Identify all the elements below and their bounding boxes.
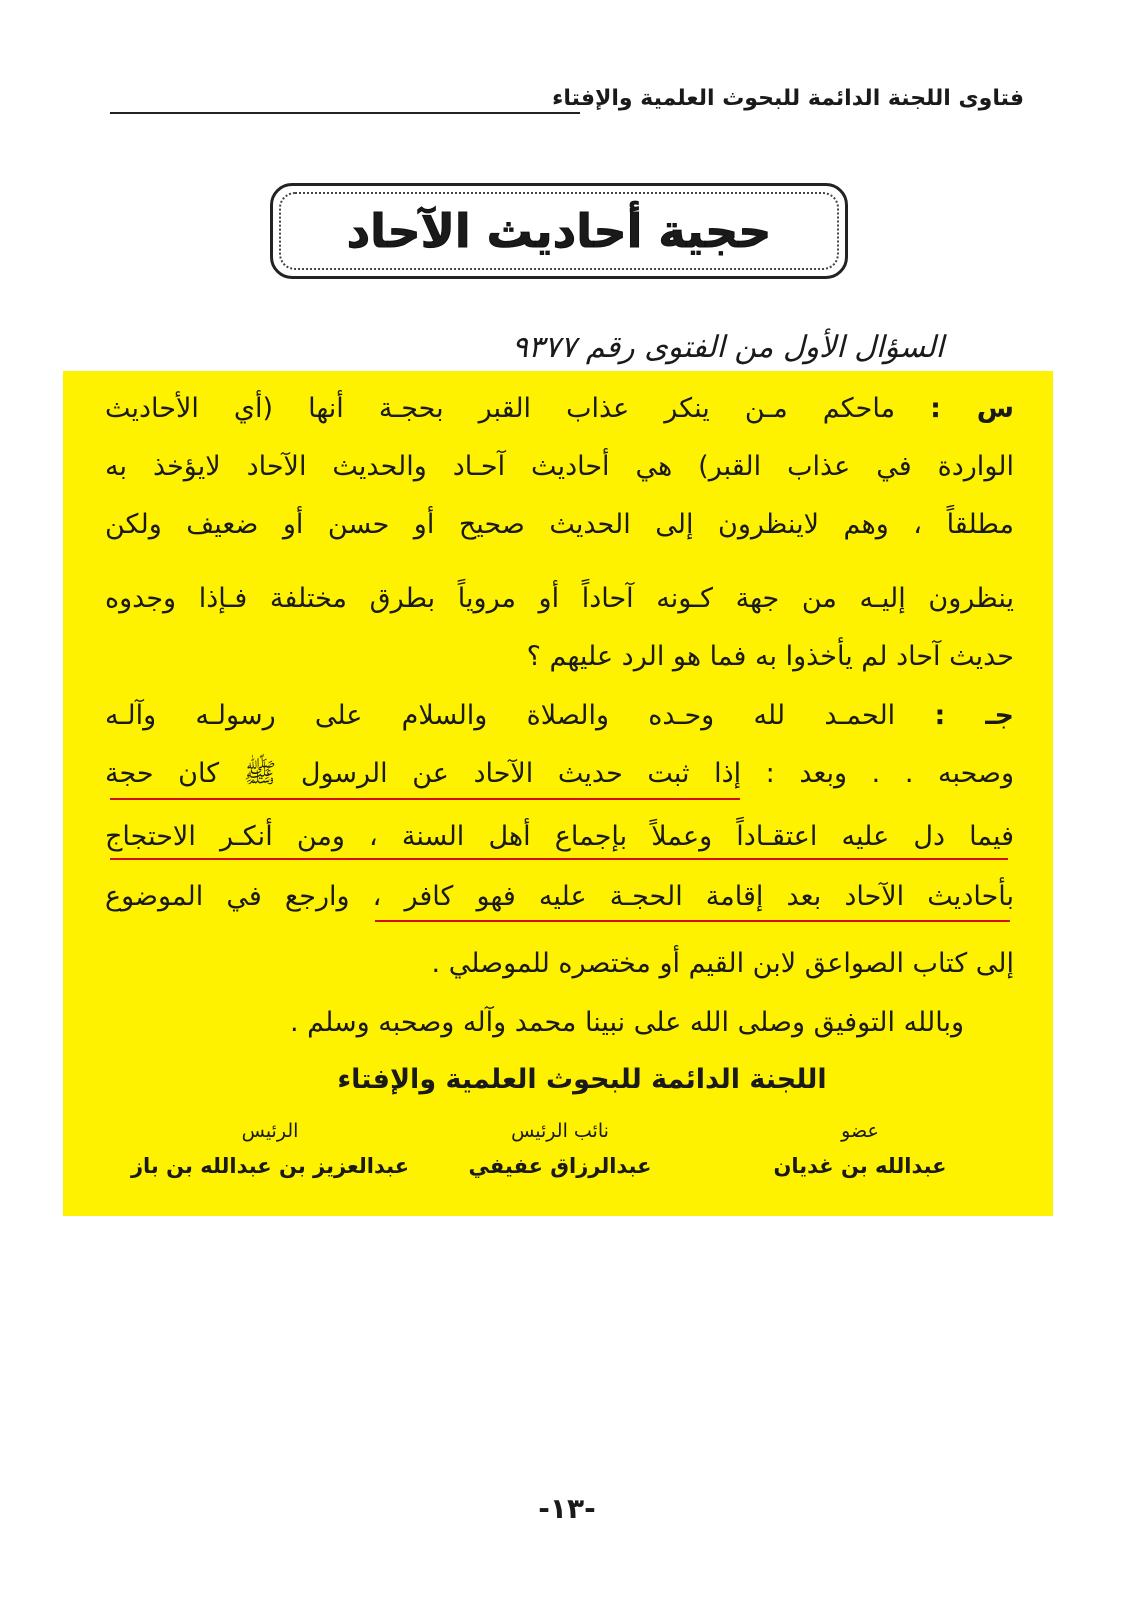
question-marker: س : <box>930 393 1014 424</box>
committee-name: اللجنة الدائمة للبحوث العلمية والإفتاء <box>337 1064 827 1095</box>
red-underline-2 <box>110 858 1008 860</box>
red-underline-3 <box>375 920 1010 922</box>
red-underline-1 <box>110 798 740 800</box>
answer-line-5: إلى كتاب الصواعق لابن القيم أو مختصره للموصلي . <box>431 948 1014 979</box>
signatory-role: عضو <box>841 1120 879 1142</box>
question-line-2: الواردة في عذاب القبر) هي أحاديث آحـاد والحديث الآحاد لايؤخذ به <box>105 451 1014 482</box>
header-rule <box>110 112 580 114</box>
fatwa-subtitle: السؤال الأول من الفتوى رقم ٩٣٧٧ <box>511 330 944 365</box>
page-number: -١٣- <box>538 1492 596 1525</box>
answer-line-4: بأحاديث الآحاد بعد إقامة الحجـة عليه فهو كافر ، وارجع في الموضوع <box>105 881 1014 912</box>
signatory-member <box>740 1120 980 1178</box>
question-line-5: حديث آحاد لم يأخذوا به فما هو الرد عليهم ؟ <box>526 641 1014 672</box>
signatory-name: عبدالرزاق عفيفي <box>468 1154 652 1178</box>
signatory-vice-president <box>440 1120 680 1178</box>
page-title: حجية أحاديث الآحاد <box>346 204 772 258</box>
running-header-title: فتاوى اللجنة الدائمة للبحوث العلمية والإفتاء <box>552 86 1024 111</box>
closing-line: وبالله التوفيق وصلى الله على نبينا محمد وآله وصحبه وسلم . <box>289 1007 964 1038</box>
answer-line-3: فيما دل عليه اعتقـاداً وعملاً بإجماع أهل السنة ، ومن أنكـر الاحتجاج <box>105 821 1014 852</box>
question-text-1: ماحكم مـن ينكر عذاب القبر بحجـة أنها (أي الأحاديث <box>105 393 896 424</box>
answer-text-1: الحمـد لله وحـده والصلاة والسلام على رسولـه وآلـه <box>105 700 896 731</box>
answer-line-1 <box>105 687 1014 745</box>
signatory-name: عبدالعزيز بن عبدالله بن باز <box>130 1154 410 1178</box>
signatory-president <box>120 1120 420 1178</box>
title-frame <box>270 183 848 279</box>
answer-marker: جـ : <box>934 700 1014 731</box>
question-line-3: مطلقاً ، وهم لاينظرون إلى الحديث صحيح أو حسن أو ضعيف ولكن <box>105 509 1014 540</box>
answer-line-2: وصحبه . . وبعد : إذا ثبت حديث الآحاد عن الرسول ﷺ كان حجة <box>105 758 1014 789</box>
signatory-role: الرئيس <box>241 1120 299 1142</box>
signatory-name: عبدالله بن غديان <box>773 1154 947 1178</box>
signatory-role: نائب الرئيس <box>511 1120 609 1142</box>
running-header <box>110 86 1024 126</box>
question-line-1 <box>105 380 1014 438</box>
question-line-4: ينظرون إليـه من جهة كـونه آحاداً أو مروياً بطرق مختلفة فـإذا وجدوه <box>105 583 1014 614</box>
